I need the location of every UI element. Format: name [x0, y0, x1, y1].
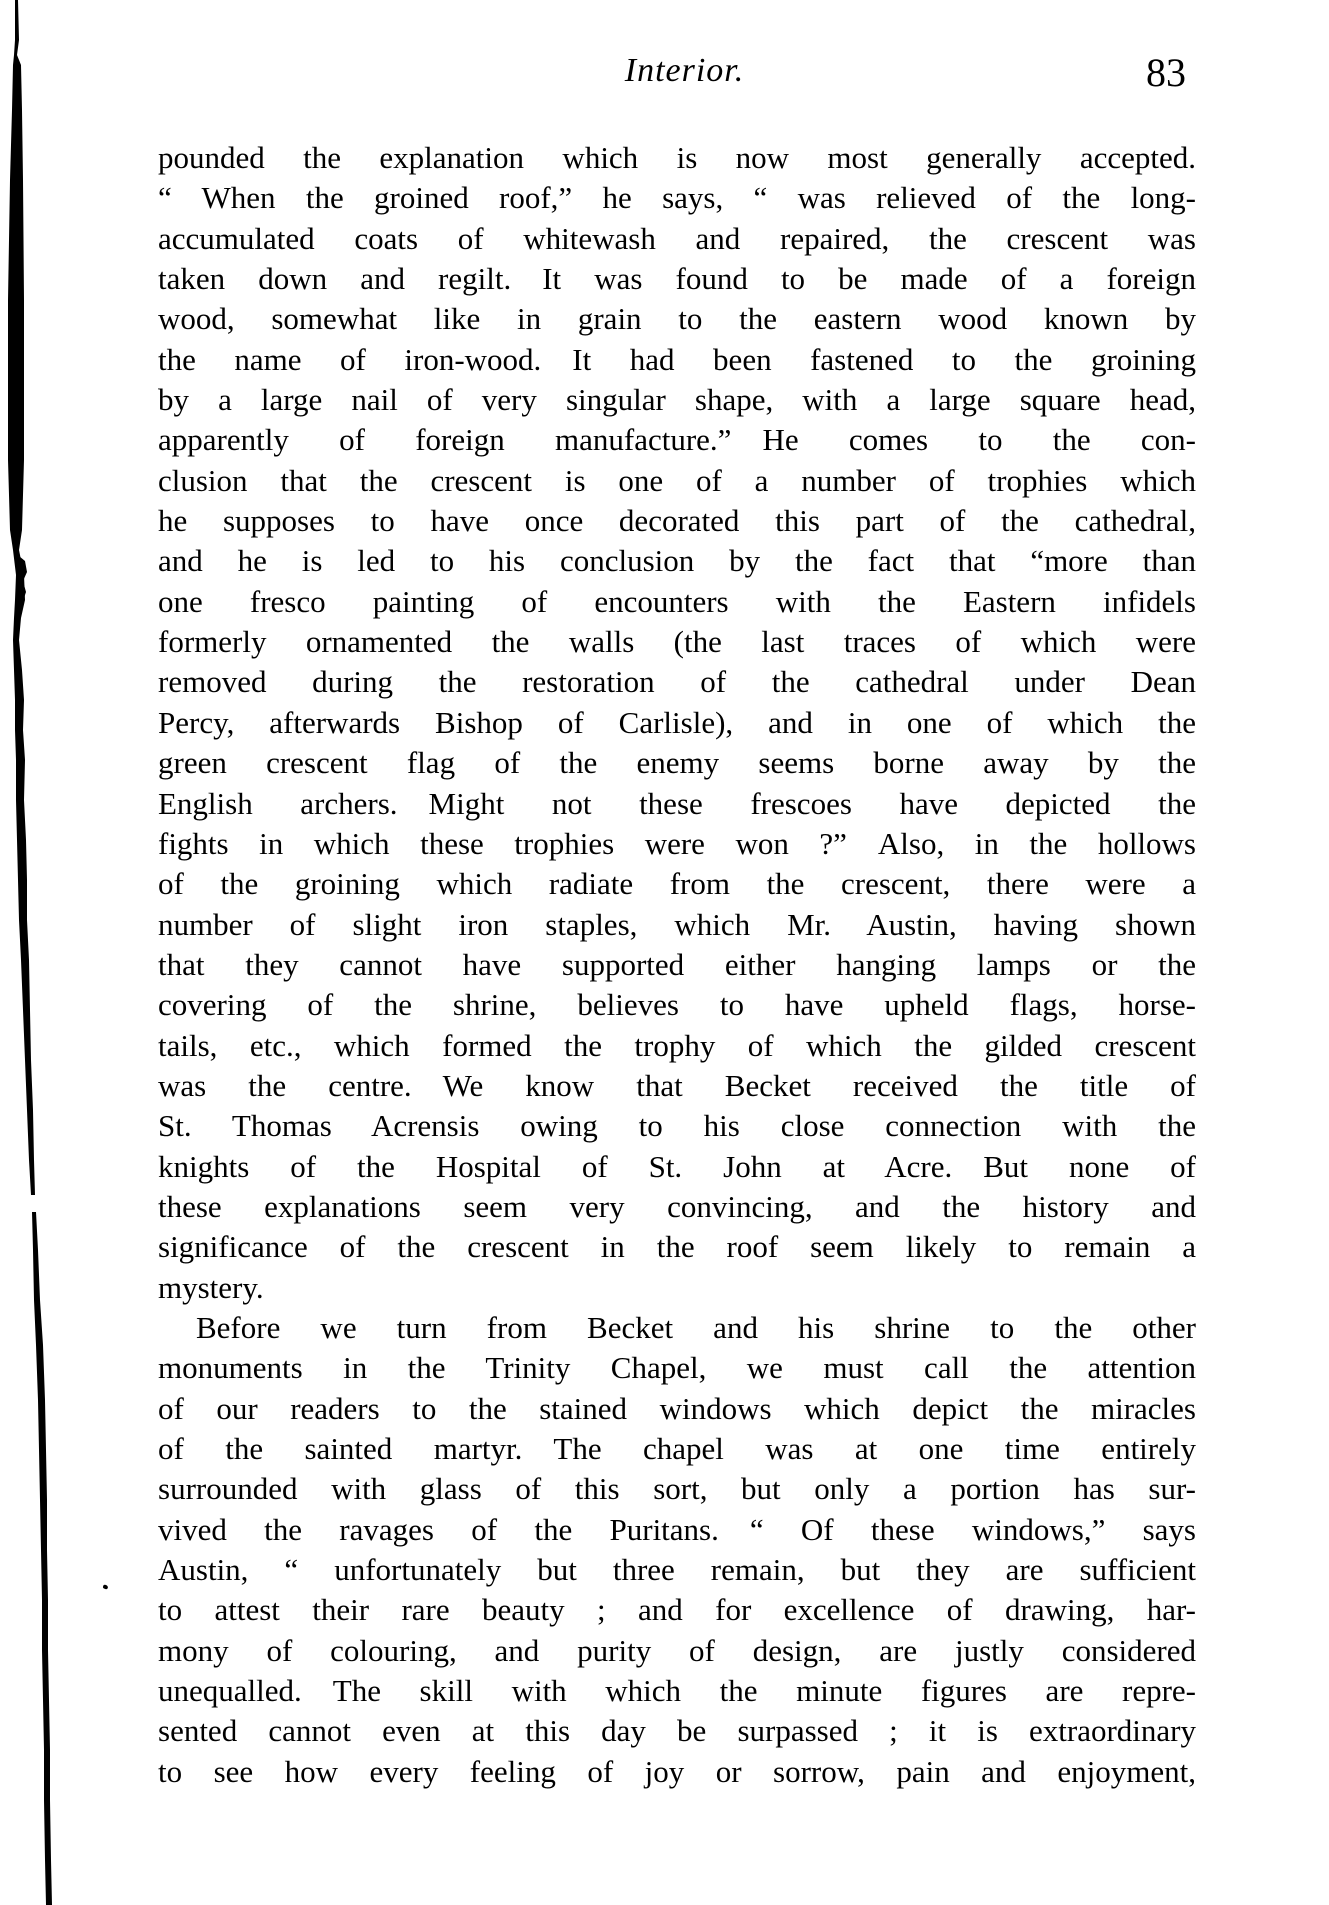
- text-line: to attest their rare beauty ; and for excellence of drawing, har-: [158, 1592, 1196, 1628]
- text-line: wood, somewhat like in grain to the eastern wood known by: [158, 301, 1196, 337]
- text-line: number of slight iron staples, which Mr. Austin, having shown: [158, 906, 1196, 942]
- text-line: English archers. Might not these frescoes have depicted the: [158, 785, 1196, 821]
- text-line: covering of the shrine, believes to have upheld flags, horse-: [158, 987, 1196, 1023]
- ink-speck: [102, 1584, 108, 1589]
- running-header-title: Interior.: [624, 52, 745, 89]
- text-line: the name of iron-wood. It had been fastened to the groining: [158, 341, 1196, 377]
- text-line: St. Thomas Acrensis owing to his close connection with the: [158, 1108, 1196, 1144]
- text-line: pounded the explanation which is now most generally accepted.: [158, 140, 1196, 175]
- text-line: taken down and regilt. It was found to be made of a foreign: [158, 261, 1196, 297]
- text-line: removed during the restoration of the cathedral under Dean: [158, 664, 1196, 700]
- text-line: of the sainted martyr. The chapel was at one time entirely: [158, 1431, 1196, 1466]
- text-line: fights in which these trophies were won ?” Also, in the hollows: [158, 825, 1196, 861]
- text-line: was the centre. We know that Becket received the title of: [158, 1067, 1196, 1103]
- text-line: significance of the crescent in the roof seem likely to remain a: [158, 1229, 1196, 1265]
- text-line: unequalled. The skill with which the minute figures are repre-: [158, 1673, 1196, 1709]
- scan-binding-artifact: [0, 0, 60, 1905]
- text-line: mystery.: [158, 1269, 264, 1305]
- text-line: to see how every feeling of joy or sorrow, pain and enjoyment,: [158, 1753, 1196, 1789]
- text-line: by a large nail of very singular shape, with a large square head,: [158, 382, 1196, 418]
- text-line: that they cannot have supported either hanging lamps or the: [158, 946, 1196, 982]
- text-line: Percy, afterwards Bishop of Carlisle), and in one of which the: [158, 704, 1196, 740]
- body-text: [158, 138, 1196, 1792]
- text-line: clusion that the crescent is one of a number of trophies which: [158, 462, 1196, 498]
- text-line: green crescent flag of the enemy seems borne away by the: [158, 745, 1196, 781]
- text-line: sented cannot even at this day be surpassed ; it is extraordinary: [158, 1713, 1196, 1749]
- text-line: surrounded with glass of this sort, but only a portion has sur-: [158, 1471, 1196, 1507]
- text-line: vived the ravages of the Puritans. “ Of these windows,” says: [158, 1511, 1196, 1547]
- text-line: Austin, “ unfortunately but three remain, but they are sufficient: [158, 1552, 1196, 1588]
- text-line: these explanations seem very convincing, and the history and: [158, 1188, 1196, 1224]
- page-number: 83: [1146, 50, 1186, 95]
- text-line: he supposes to have once decorated this part of the cathedral,: [158, 503, 1196, 539]
- text-line: monuments in the Trinity Chapel, we must call the attention: [158, 1350, 1196, 1386]
- text-line: and he is led to his conclusion by the fact that “more than: [158, 543, 1196, 579]
- text-line: of the groining which radiate from the crescent, there were a: [158, 866, 1196, 902]
- text-line: Before we turn from Becket and his shrine to the other: [196, 1309, 1196, 1345]
- text-line: tails, etc., which formed the trophy of which the gilded crescent: [158, 1027, 1196, 1063]
- text-line: apparently of foreign manufacture.” He comes to the con-: [158, 422, 1196, 458]
- text-line: of our readers to the stained windows which depict the miracles: [158, 1390, 1196, 1426]
- text-line: knights of the Hospital of St. John at Acre. But none of: [158, 1148, 1196, 1184]
- text-line: mony of colouring, and purity of design, are justly considered: [158, 1632, 1196, 1668]
- text-line: formerly ornamented the walls (the last traces of which were: [158, 624, 1196, 660]
- text-line: “ When the groined roof,” he says, “ was relieved of the long-: [158, 180, 1196, 216]
- text-line: accumulated coats of whitewash and repaired, the crescent was: [158, 220, 1196, 256]
- text-line: one fresco painting of encounters with the Eastern infidels: [158, 583, 1196, 619]
